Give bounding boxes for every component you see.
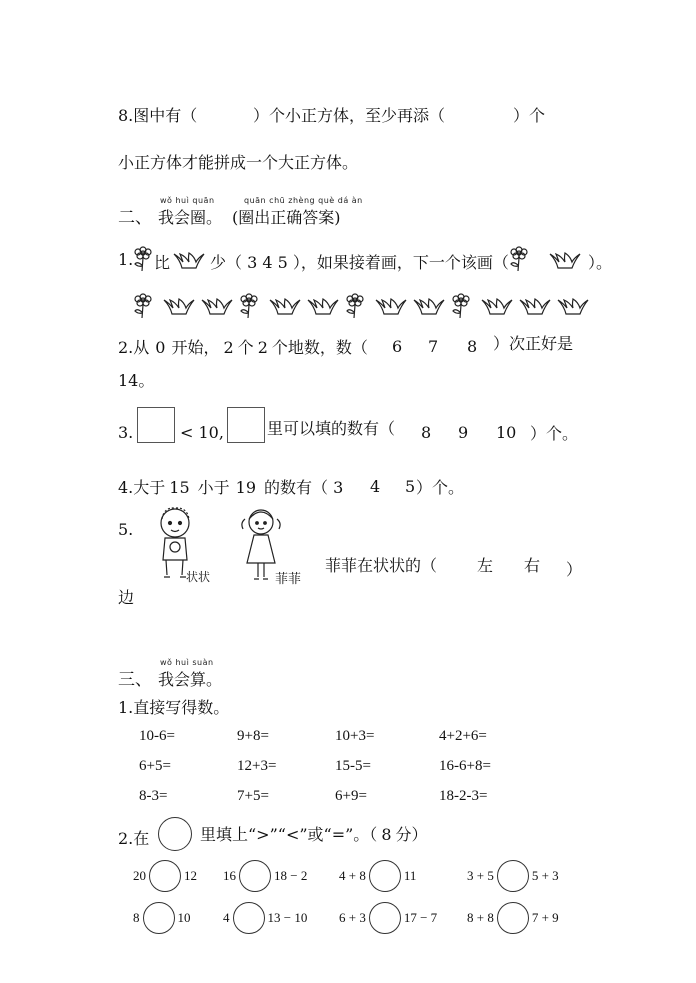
calc-item[interactable]: 8-3= <box>139 788 168 804</box>
compare-item <box>467 902 559 934</box>
s2q3-option-9[interactable]: 9 <box>458 423 469 442</box>
compare-circle-example <box>158 817 192 851</box>
flower-icon <box>508 243 530 273</box>
grass-icon <box>172 250 206 270</box>
flower-icon <box>238 290 260 320</box>
flower-icon <box>132 243 154 273</box>
compare-left: 3 + 5 <box>467 868 494 883</box>
section3-pinyin: wǒ huì suàn <box>160 658 214 667</box>
calc-item[interactable]: 10-6= <box>139 728 175 744</box>
compare-item <box>467 860 559 892</box>
s2q1-bi: 比 <box>154 253 171 272</box>
flower-icon <box>132 290 154 320</box>
answer-box[interactable] <box>227 407 265 443</box>
s2q1-end: ）。 <box>588 253 613 272</box>
s2q4-option-5[interactable]: 5 <box>405 477 416 496</box>
s2q1-text: 少（ 3 4 5 ），如果接着画，下一个该画（ <box>210 253 509 272</box>
compare-left: 6 + 3 <box>339 910 366 925</box>
compare-item <box>223 902 307 934</box>
q8-text-part3: ）个 <box>513 106 546 125</box>
compare-circle[interactable] <box>369 902 401 934</box>
s2q4-a: 4.大于 <box>118 478 166 497</box>
compare-item <box>339 902 437 934</box>
s2q4-end: ）个。 <box>416 478 465 497</box>
s2q4-e: 的数有（ 3 <box>264 478 344 497</box>
grass-icon <box>548 250 582 270</box>
s2q2-h: ）次正好是 <box>493 334 574 353</box>
compare-right: 5 + 3 <box>531 868 559 883</box>
q8-line2: 小正方体才能拼成一个大正方体。 <box>118 153 359 172</box>
s2q5-option-right[interactable]: 右 <box>524 556 541 575</box>
calc-item[interactable]: 18-2-3= <box>439 788 488 804</box>
s2q4-d: 19 <box>235 478 257 497</box>
s2q4-option-4[interactable]: 4 <box>370 477 381 496</box>
s2q5-option-left[interactable]: 左 <box>477 556 494 575</box>
compare-left: 20 <box>133 868 146 883</box>
s2q5-number: 5. <box>118 520 134 539</box>
compare-right: 12 <box>184 868 197 883</box>
grass-icon <box>162 296 196 316</box>
compare-circle[interactable] <box>149 860 181 892</box>
compare-right: 11 <box>403 868 417 883</box>
calc-item[interactable]: 6+9= <box>335 788 367 804</box>
compare-left: 16 <box>223 868 236 883</box>
grass-icon <box>374 296 408 316</box>
s2q3-option-10[interactable]: 10 <box>496 423 517 442</box>
s2q2-b: 0 <box>155 338 166 357</box>
q8-text-part1: 图中有（ <box>133 106 198 125</box>
q8-number: 8. <box>118 106 134 125</box>
compare-right: 7 + 9 <box>531 910 559 925</box>
calc-item[interactable]: 15-5= <box>335 758 371 774</box>
flower-icon <box>344 290 366 320</box>
grass-icon <box>518 296 552 316</box>
compare-item <box>133 860 197 892</box>
grass-icon <box>556 296 590 316</box>
girl-name: 菲菲 <box>275 572 302 587</box>
compare-right: 17 − 7 <box>403 910 438 925</box>
section2-heading: 二、 <box>118 208 152 228</box>
compare-circle[interactable] <box>497 902 529 934</box>
section2-subtitle-pinyin: quān chū zhèng què dá àn <box>244 196 363 205</box>
section2-title: 我会圈。 <box>158 208 223 227</box>
s3q2-d: 分） <box>395 825 428 844</box>
grass-icon <box>480 296 514 316</box>
s2q3-end: ）个。 <box>530 424 579 443</box>
grass-icon <box>200 296 234 316</box>
calc-grid <box>139 728 559 818</box>
compare-right: 13 − 10 <box>267 910 308 925</box>
grass-icon <box>306 296 340 316</box>
compare-grid <box>133 860 593 940</box>
calc-item[interactable]: 10+3= <box>335 728 375 744</box>
compare-circle[interactable] <box>233 902 265 934</box>
s2q3-number: 3. <box>118 423 134 442</box>
compare-circle[interactable] <box>239 860 271 892</box>
s2q2-option-8[interactable]: 8 <box>467 337 478 356</box>
calc-item[interactable]: 4+2+6= <box>439 728 487 744</box>
s2q2-g: 个地数，数（ <box>271 338 368 357</box>
compare-item <box>339 860 416 892</box>
boy-name: 状状 <box>186 570 211 584</box>
compare-right: 18 − 2 <box>274 868 308 883</box>
s2q5-line2: 边 <box>118 588 135 607</box>
compare-item <box>223 860 307 892</box>
compare-left: 8 + 8 <box>467 910 494 925</box>
flower-icon <box>450 290 472 320</box>
compare-circle[interactable] <box>369 860 401 892</box>
s2q1-number: 1. <box>118 250 134 269</box>
calc-item[interactable]: 7+5= <box>237 788 269 804</box>
compare-left: 8 <box>133 910 140 925</box>
s2q2-option-6[interactable]: 6 <box>392 337 403 356</box>
q8-text-part2: ）个小正方体，至少再添（ <box>253 106 446 125</box>
s2q2-line2: 14。 <box>118 371 155 390</box>
s3q2-a: 2.在 <box>118 829 150 848</box>
section3-heading: 三、 <box>118 670 152 690</box>
compare-left: 4 <box>223 910 230 925</box>
s2q3-lt: < 10, <box>180 423 224 442</box>
s2q2-f: 2 <box>257 338 268 357</box>
grass-icon <box>268 296 302 316</box>
s2q5-end: ） <box>566 560 583 579</box>
compare-item <box>133 902 191 934</box>
calc-item[interactable]: 16-6+8= <box>439 758 491 774</box>
calc-item[interactable]: 6+5= <box>139 758 171 774</box>
s2q5-text: 菲菲在状状的（ <box>325 556 438 575</box>
s2q4-b: 15 <box>169 478 190 497</box>
s2q3-option-8[interactable]: 8 <box>421 423 432 442</box>
s2q3-mid: 里可以填的数有（ <box>267 419 396 438</box>
s2q2-option-7[interactable]: 7 <box>428 337 439 356</box>
calc-item[interactable]: 9+8= <box>237 728 269 744</box>
s2q4-c: 小于 <box>197 478 230 497</box>
compare-circle[interactable] <box>497 860 529 892</box>
s3q2-b: 里填上“>”“<”或“=”。（ <box>200 825 378 844</box>
compare-right: 10 <box>177 910 191 925</box>
compare-left: 4 + 8 <box>339 868 366 883</box>
s2q2-d: 2 <box>223 338 234 357</box>
section2-pinyin: wǒ huì quān <box>160 196 215 205</box>
section3-title: 我会算。 <box>158 670 223 689</box>
pattern-row <box>132 290 672 322</box>
s2q2-a: 2.从 <box>118 338 150 357</box>
section2-subtitle: (圈出正确答案) <box>232 208 341 227</box>
s2q2-e: 个 <box>237 338 254 357</box>
s3q1-title: 1.直接写得数。 <box>118 698 230 717</box>
s3q2-c: 8 <box>381 825 392 844</box>
grass-icon <box>412 296 446 316</box>
calc-item[interactable]: 12+3= <box>237 758 277 774</box>
answer-box[interactable] <box>137 407 175 443</box>
s2q2-c: 开始， <box>171 338 220 357</box>
compare-circle[interactable] <box>143 902 175 934</box>
